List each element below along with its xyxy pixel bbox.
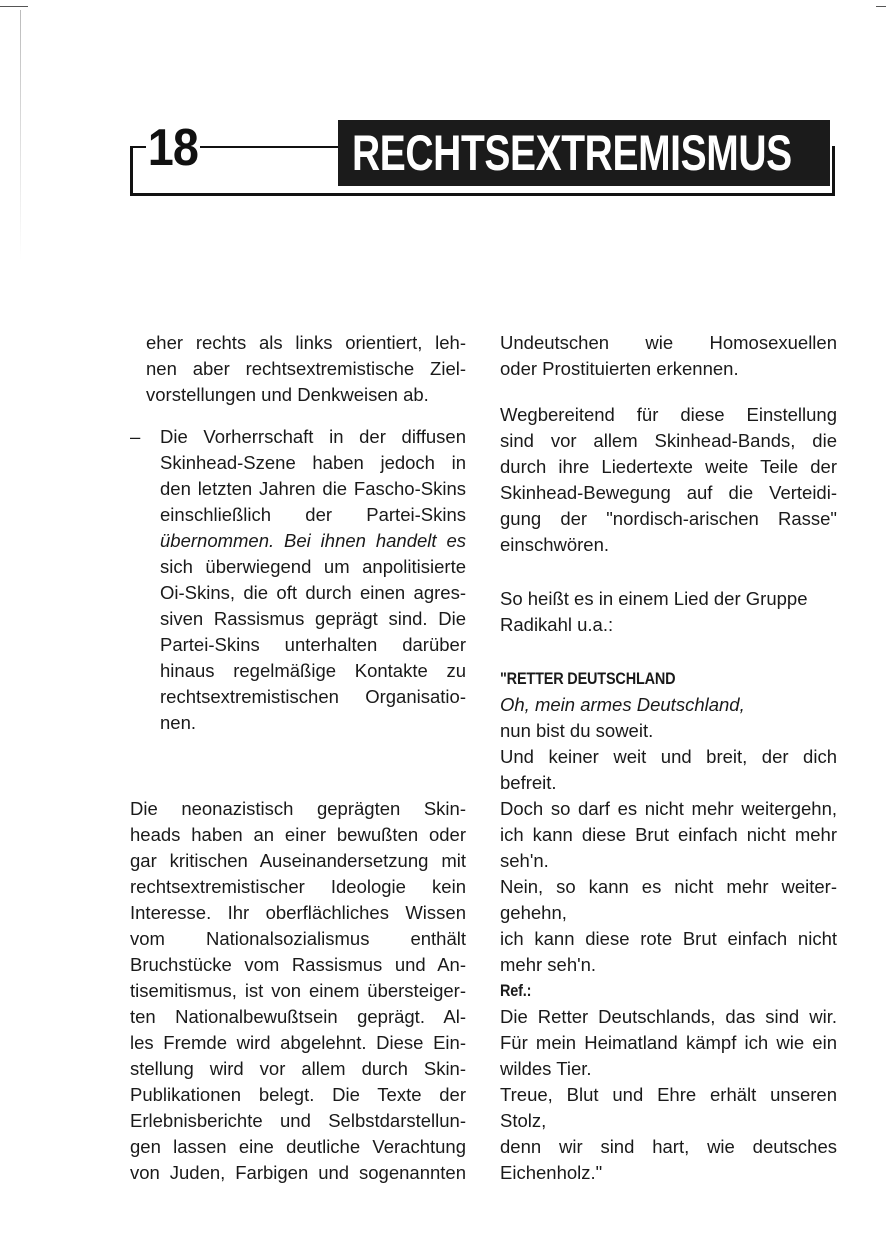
text-line: nen aber rechtsextremistische Ziel- (146, 358, 466, 379)
text-line: Skinhead-Szene haben jedoch in (160, 452, 466, 473)
text-line: Erlebnisberichte und Selbstdarstellun- (130, 1110, 466, 1131)
song-line: wildes Tier. (500, 1058, 592, 1079)
text-line: vom Nationalsozialismus enthält (130, 928, 466, 949)
left-bullet (130, 424, 466, 736)
right-paragraph-2 (500, 402, 837, 558)
song-line: Für mein Heimatland kämpf ich wie ein (500, 1032, 837, 1053)
song-line: denn wir sind hart, wie deutsches (500, 1136, 837, 1157)
crop-mark-left (0, 6, 28, 7)
page-header (130, 118, 838, 200)
song-line: Und keiner weit und breit, der dich (500, 746, 837, 767)
song-line: Die Retter Deutschlands, das sind wir. (500, 1006, 837, 1027)
text-line: sind vor allem Skinhead-Bands, die (500, 430, 837, 451)
song-line: Eichenholz." (500, 1162, 603, 1183)
right-paragraph-3 (500, 586, 837, 638)
text-line: Die neonazistisch geprägten Skin- (130, 798, 466, 819)
bullet-dash: – (130, 426, 141, 447)
song-line: gehehn, (500, 902, 567, 923)
binding-edge (20, 10, 21, 260)
song-line: nun bist du soweit. (500, 720, 654, 741)
text-line: Interesse. Ihr oberflächliches Wissen (130, 902, 466, 923)
text-line: übernommen. Bei ihnen handelt es (160, 530, 466, 551)
chapter-title: RECHTSEXTREMISMUS (352, 125, 792, 181)
left-paragraph-2 (130, 796, 466, 1186)
text-line: heads haben an einer bewußten oder (130, 824, 466, 845)
crop-mark-right (876, 6, 886, 7)
text-line: Die Vorherrschaft in der diffusen (160, 426, 466, 447)
song-line: Treue, Blut und Ehre erhält unseren (500, 1084, 837, 1105)
text-line: von Juden, Farbigen und sogenannten (130, 1162, 466, 1183)
text-line: einschließlich der Partei-Skins (160, 504, 466, 525)
text-line: rechtsextremistischen Organisatio- (160, 686, 466, 707)
song-line: Stolz, (500, 1110, 547, 1131)
song-line: ich kann diese Brut einfach nicht mehr (500, 824, 837, 845)
text-line: gen lassen eine deutliche Verachtung (130, 1136, 466, 1157)
right-paragraph-1 (500, 330, 837, 382)
text-line: siven Rassismus geprägt sind. Die (160, 608, 466, 629)
text-line: gar kritischen Auseinandersetzung mit (130, 850, 466, 871)
text-line: vorstellungen und Denkweisen ab. (146, 384, 429, 405)
text-line: ten Nationalbewußtsein geprägt. Al- (130, 1006, 466, 1027)
text-line: les Fremde wird abgelehnt. Diese Ein- (130, 1032, 466, 1053)
text-line: So heißt es in einem Lied der Gruppe (500, 588, 808, 609)
song-lyrics (500, 666, 837, 1186)
song-line: Oh, mein armes Deutschland, (500, 694, 745, 715)
text-line: stellung wird vor allem durch Skin- (130, 1058, 466, 1079)
text-line: sich überwiegend um anpolitisierte (160, 556, 466, 577)
song-title: "RETTER DEUTSCHLAND (500, 669, 676, 688)
song-line: Doch so darf es nicht mehr weitergehn, (500, 798, 837, 819)
text-line: Undeutschen wie Homosexuellen (500, 332, 837, 353)
left-paragraph-1 (130, 330, 466, 408)
text-line: Radikahl u.a.: (500, 614, 614, 635)
text-line: Partei-Skins unterhalten darüber (160, 634, 466, 655)
song-line: seh'n. (500, 850, 549, 871)
text-line: Bruchstücke vom Rassismus und An- (130, 954, 466, 975)
right-column (500, 330, 837, 1186)
text-line: eher rechts als links orientiert, leh- (146, 332, 466, 353)
refrain-label: Ref.: (500, 981, 532, 1000)
text-line: durch ihre Liedertexte weite Teile der (500, 456, 837, 477)
text-line: Oi-Skins, die oft durch einen agres- (160, 582, 466, 603)
text-line: tisemitismus, ist von einem übersteiger- (130, 980, 466, 1001)
chapter-title-block (338, 120, 830, 186)
text-line: den letzten Jahren die Fascho-Skins (160, 478, 466, 499)
song-line: befreit. (500, 772, 557, 793)
page-number: 18 (147, 119, 199, 177)
text-line: oder Prostituierten erkennen. (500, 358, 739, 379)
text-line: hinaus regelmäßige Kontakte zu (160, 660, 466, 681)
song-line: ich kann diese rote Brut einfach nicht (500, 928, 837, 949)
left-column (130, 330, 466, 1186)
text-line: gung der "nordisch-arischen Rasse" (500, 508, 837, 529)
text-line: Publikationen belegt. Die Texte der (130, 1084, 466, 1105)
text-line: Wegbereitend für diese Einstellung (500, 404, 837, 425)
text-line: einschwören. (500, 534, 610, 555)
song-line: mehr seh'n. (500, 954, 597, 975)
text-line: Skinhead-Bewegung auf die Verteidi- (500, 482, 837, 503)
song-line: Nein, so kann es nicht mehr weiter- (500, 876, 837, 897)
text-line: nen. (160, 712, 197, 733)
text-line: rechtsextremistischer Ideologie kein (130, 876, 466, 897)
